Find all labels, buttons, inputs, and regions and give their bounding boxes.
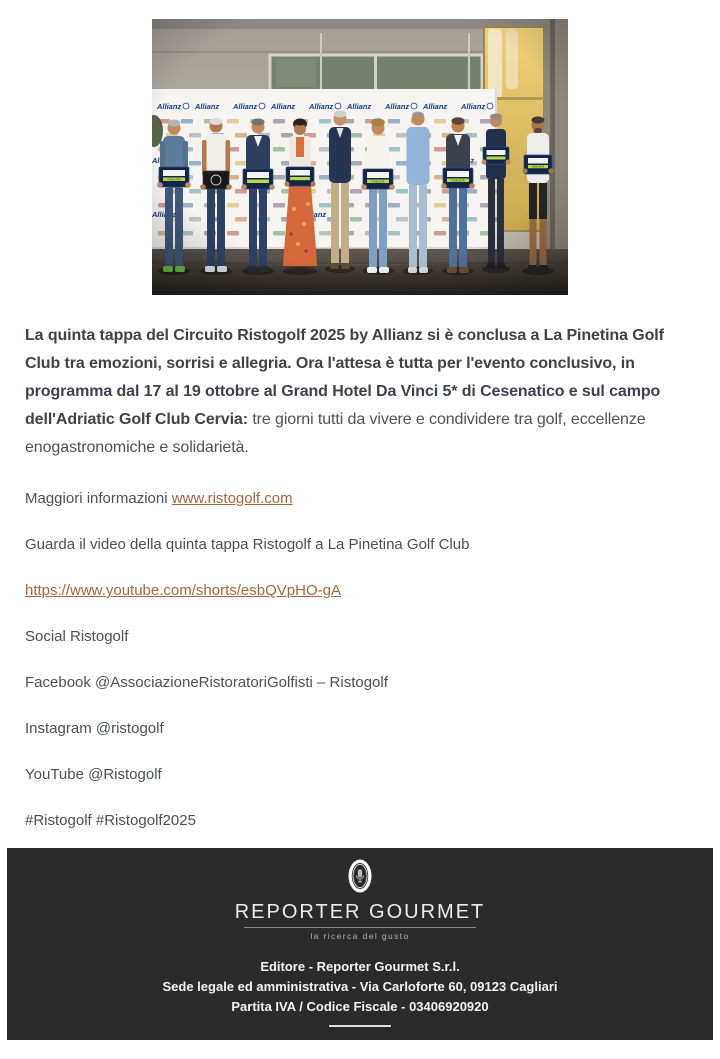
instagram-handle: @ristogolf [95, 720, 164, 737]
hashtags: #Ristogolf #Ristogolf2025 [25, 812, 196, 829]
intro-paragraph [25, 322, 695, 462]
ristogolf-link[interactable]: www.ristogolf.com [171, 490, 293, 507]
social-facebook [25, 671, 695, 695]
intro-regular-text: tre giorni tutti da vivere e condividere tra golf, eccellenze enogastronomiche e solidarietà. [25, 411, 646, 456]
social-instagram [25, 717, 695, 741]
info-line [25, 487, 695, 511]
footer [7, 848, 713, 1040]
facebook-label: Facebook [25, 674, 91, 691]
instagram-label: Instagram [25, 720, 92, 737]
reporter-gourmet-logo[interactable] [336, 857, 384, 900]
youtube-video-link[interactable]: https://www.youtube.com/shorts/esbQVpHO-gA [25, 582, 341, 599]
footer-address: Sede legale ed amministrativa - Via Carloforte 60, 09123 Cagliari [162, 979, 558, 994]
footer-divider [329, 1025, 391, 1027]
social-youtube [25, 763, 695, 787]
info-label: Maggiori informazioni [25, 490, 168, 507]
facebook-handle: @AssociazioneRistoratoriGolfisti – Ristogolf [95, 674, 388, 691]
social-title: Social Ristogolf [25, 628, 129, 645]
footer-vat: Partita IVA / Codice Fiscale - 03406920920 [231, 999, 489, 1014]
youtube-label: YouTube [25, 766, 84, 783]
footer-tagline: la ricerca del gusto [244, 927, 476, 941]
footer-brand-name: REPORTER GOURMET [234, 901, 486, 923]
event-photo [152, 19, 568, 295]
photo-vignette [152, 19, 568, 295]
video-line [25, 579, 695, 603]
video-caption: Guarda il video della quinta tappa Ristogolf a La Pinetina Golf Club [25, 536, 470, 553]
youtube-handle: @Ristogolf [88, 766, 162, 783]
article-body [0, 19, 720, 833]
microphone-logo-icon [336, 857, 384, 895]
footer-publisher: Editore - Reporter Gourmet S.r.l. [260, 959, 460, 974]
intro-bold-text: La quinta tappa del Circuito Ristogolf 2025 by Allianz si è conclusa a La Pinetina Golf Club tra emozioni, sorrisi e allegria. Ora l'attesa è tutta per l'evento conclusivo, in programma dal 17 al 19 ottobre al Grand Hotel Da Vinci 5* di Cesenatico e sul campo dell'Adriatic Golf Club Cervia: [25, 327, 664, 428]
event-photo-svg [152, 19, 568, 295]
